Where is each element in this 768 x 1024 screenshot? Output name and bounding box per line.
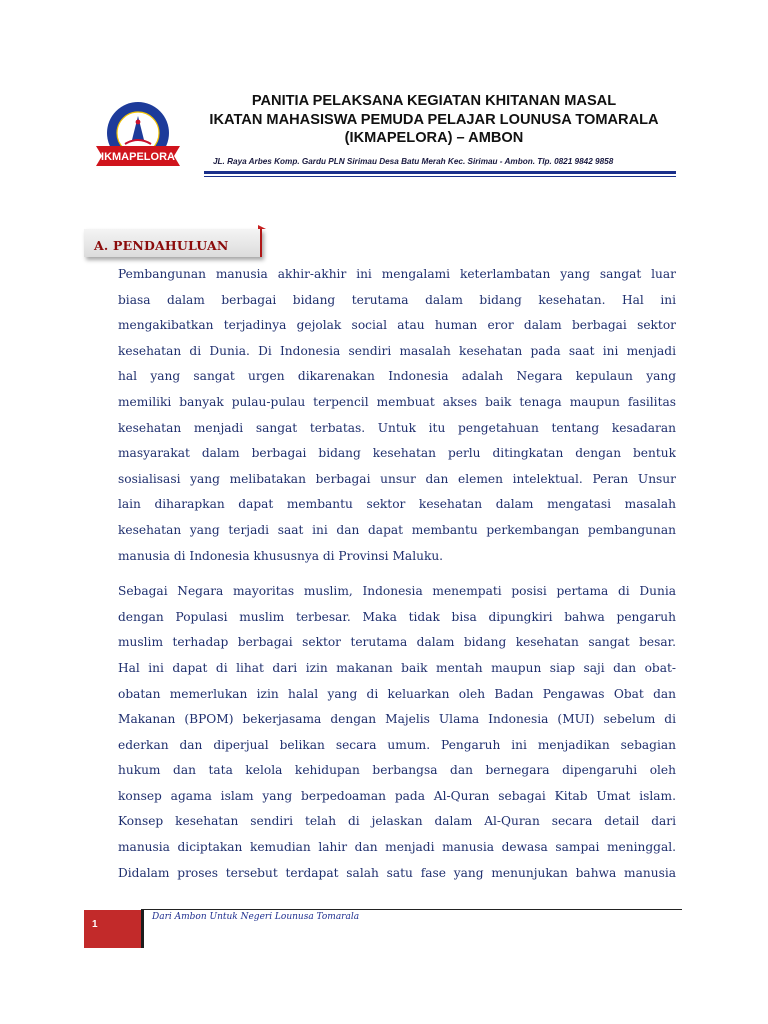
text-line: Didalam proses tersebut terdapat salah satu fase yang menunjukan bahwa manusia bbox=[118, 865, 676, 880]
text-line: dengan Populasi muslim terbesar. Maka tidak bisa dipungkiri bahwa pengaruh bbox=[118, 609, 676, 624]
text-line: hukum dan tata kelola kehidupan berbangsa dan bernegara dipengaruhi oleh bbox=[118, 763, 676, 778]
paragraph-2 bbox=[118, 579, 676, 886]
footer-divider bbox=[141, 909, 682, 910]
text-line: Sebagai Negara mayoritas muslim, Indonesia menempati posisi pertama di Dunia bbox=[118, 584, 676, 599]
text-line: memiliki banyak pulau-pulau terpencil membuat akses baik tenaga maupun fasilitas bbox=[118, 394, 676, 409]
text-line: Konsep kesehatan sendiri telah di jelaskan dalam Al-Quran secara detail dari bbox=[118, 814, 676, 829]
letterhead-line-3: (IKMAPELORA) – AMBON bbox=[344, 130, 524, 147]
section-heading-box bbox=[84, 229, 262, 257]
text-line: Makanan (BPOM) bekerjasama dengan Majelis Ulama Indonesia (MUI) sebelum di bbox=[118, 712, 676, 727]
header-divider-thick bbox=[204, 171, 676, 174]
text-line: masyarakat dalam berbagai bidang kesehatan perlu ditingkatan dengan bentuk bbox=[118, 446, 676, 461]
header-divider-thin bbox=[204, 176, 676, 177]
letterhead-line-2: IKATAN MAHASISWA PEMUDA PELAJAR LOUNUSA TOMARALA bbox=[209, 111, 659, 128]
text-line: mengakibatkan terjadinya gejolak social atau human eror dalam berbagai sektor bbox=[118, 318, 676, 333]
paragraph-1 bbox=[118, 262, 676, 569]
text-line: lain diharapkan dapat membantu sektor kesehatan dalam mengatasi masalah bbox=[118, 497, 676, 512]
page-number-box bbox=[84, 910, 144, 948]
text-line: kesehatan di Dunia. Di Indonesia sendiri masalah kesehatan pada saat ini menjadi bbox=[118, 343, 676, 358]
text-line: manusia di Indonesia khususnya di Provinsi Maluku. bbox=[118, 548, 444, 563]
letterhead-address: JL. Raya Arbes Komp. Gardu PLN Sirimau Desa Batu Merah Kec. Sirimau - Ambon. Tlp. 0821 9842 9858 bbox=[213, 157, 614, 166]
text-line: biasa dalam berbagai bidang terutama dalam bidang kesehatan. Hal ini bbox=[118, 292, 676, 307]
letterhead-line-1: PANITIA PELAKSANA KEGIATAN KHITANAN MASAL bbox=[251, 93, 617, 109]
logo-wordmark: IKMAPELORA bbox=[101, 151, 175, 163]
text-line: manusia diciptakan kemudian lahir dan menjadi manusia dewasa sampai meninggal. bbox=[118, 840, 676, 855]
organization-logo bbox=[92, 100, 184, 174]
section-heading-label: A. PENDAHULUAN bbox=[94, 238, 229, 253]
text-line: hal yang sangat urgen dikarenakan Indonesia adalah Negara kepulaun yang bbox=[118, 369, 676, 384]
footer-slogan: Dari Ambon Untuk Negeri Lounusa Tomarala bbox=[152, 912, 360, 922]
text-line: obatan memerlukan izin halal yang di keluarkan oleh Badan Pengawas Obat dan bbox=[118, 686, 676, 701]
letterhead bbox=[190, 92, 678, 148]
text-line: konsep agama islam yang berpedoaman pada Al-Quran sebagai Kitab Umat islam. bbox=[118, 788, 676, 803]
text-line: Pembangunan manusia akhir-akhir ini mengalami keterlambatan yang sangat luar bbox=[118, 267, 676, 281]
page-number: 1 bbox=[92, 919, 98, 930]
text-line: kesehatan yang terjadi saat ini dan dapat membantu perkembangan pembangunan bbox=[118, 522, 676, 537]
text-line: Hal ini dapat di lihat dari izin makanan baik mentah maupun siap saji dan obat- bbox=[118, 660, 676, 675]
text-line: ederkan dan diperjual belikan secara umum. Pengaruh ini menjadikan sebagian bbox=[118, 737, 676, 752]
document-body bbox=[118, 262, 676, 886]
text-line: kesehatan menjadi sangat terbatas. Untuk itu pengetahuan tentang kesadaran bbox=[118, 420, 676, 435]
text-line: sosialisasi yang melibatakan berbagai unsur dan elemen intelektual. Peran Unsur bbox=[118, 471, 676, 486]
text-line: muslim terhadap berbagai sektor terutama dalam bidang kesehatan sangat besar. bbox=[118, 635, 676, 650]
section-heading bbox=[80, 225, 266, 261]
